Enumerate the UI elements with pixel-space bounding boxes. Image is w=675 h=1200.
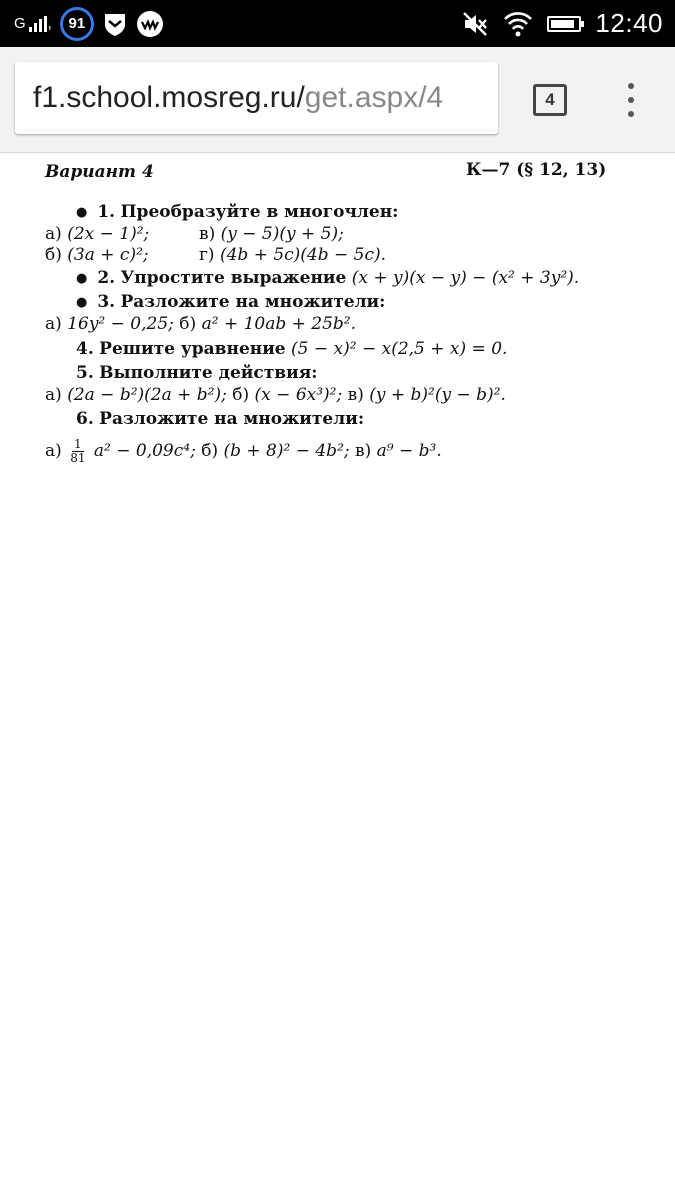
task-5-heading xyxy=(76,363,318,383)
task-1-item-a: а) (2x − 1)²; xyxy=(45,224,150,244)
task-1-heading xyxy=(76,202,398,224)
task-expression: (x + y)(x − y) − (x² + 3y²). xyxy=(351,268,580,288)
task-number: 5. xyxy=(76,363,94,383)
fraction: $\frac{1}{81}$ xyxy=(70,437,86,465)
browser-toolbar xyxy=(0,47,675,153)
task-expression: (5 − x)² − x(2,5 + x) = 0. xyxy=(291,339,508,359)
network-type-label: G xyxy=(14,15,26,32)
variant-code: К—7 (§ 12, 13) xyxy=(466,160,607,180)
battery-icon xyxy=(547,16,581,32)
task-text: Упростите выражение xyxy=(120,268,347,288)
task-number: ● 1. xyxy=(76,202,115,222)
tab-switcher-button[interactable]: 4 xyxy=(533,84,567,116)
task-number: ● 2. xyxy=(76,268,115,288)
task-number: ● 3. xyxy=(76,292,115,312)
overflow-menu-button[interactable] xyxy=(622,83,640,117)
url-path: get.aspx/4 xyxy=(304,81,444,114)
task-3-items: а) 16y² − 0,25; б) a² + 10ab + 25b². xyxy=(45,314,356,334)
variant-title: Вариант 4 xyxy=(45,162,154,182)
app-circle-icon xyxy=(136,10,164,38)
wifi-icon xyxy=(503,10,533,38)
cell-signal-icon: G , xyxy=(14,15,52,32)
task-1-item-v: в) (y − 5)(y + 5); xyxy=(199,224,344,244)
task-number: 4. xyxy=(76,339,94,359)
task-text: Решите уравнение xyxy=(99,339,286,359)
menu-dot-icon xyxy=(628,111,634,117)
url-bar[interactable] xyxy=(15,62,498,134)
task-1-item-g: г) (4b + 5c)(4b − 5c). xyxy=(199,245,387,265)
task-text: Преобразуйте в многочлен: xyxy=(120,202,399,222)
task-1-item-b: б) (3a + c)²; xyxy=(45,245,149,265)
task-text: Разложите на множители: xyxy=(120,292,386,312)
task-3-heading xyxy=(76,292,385,314)
task-4 xyxy=(76,339,507,359)
task-6-items: а) $\frac{1}{81}$ a² − 0,09c⁴; б) (b + 8)² − 4b²; в) a⁹ − b³. xyxy=(45,437,442,465)
task-6-heading xyxy=(76,409,364,429)
url-host: f1.school.mosreg.ru/ xyxy=(33,81,305,114)
task-text: Разложите на множители: xyxy=(99,409,365,429)
menu-dot-icon xyxy=(628,97,634,103)
task-5-items: а) (2a − b²)(2a + b²); б) (x − 6x³)²; в) (y + b)²(y − b)². xyxy=(45,385,506,405)
notification-count-badge: 91 xyxy=(60,7,94,41)
shield-icon xyxy=(102,11,128,37)
clock: 12:40 xyxy=(595,8,663,38)
task-2 xyxy=(76,268,579,290)
task-number: 6. xyxy=(76,409,94,429)
task-text: Выполните действия: xyxy=(99,363,318,383)
mute-icon xyxy=(461,10,489,38)
status-bar xyxy=(0,0,675,47)
menu-dot-icon xyxy=(628,83,634,89)
